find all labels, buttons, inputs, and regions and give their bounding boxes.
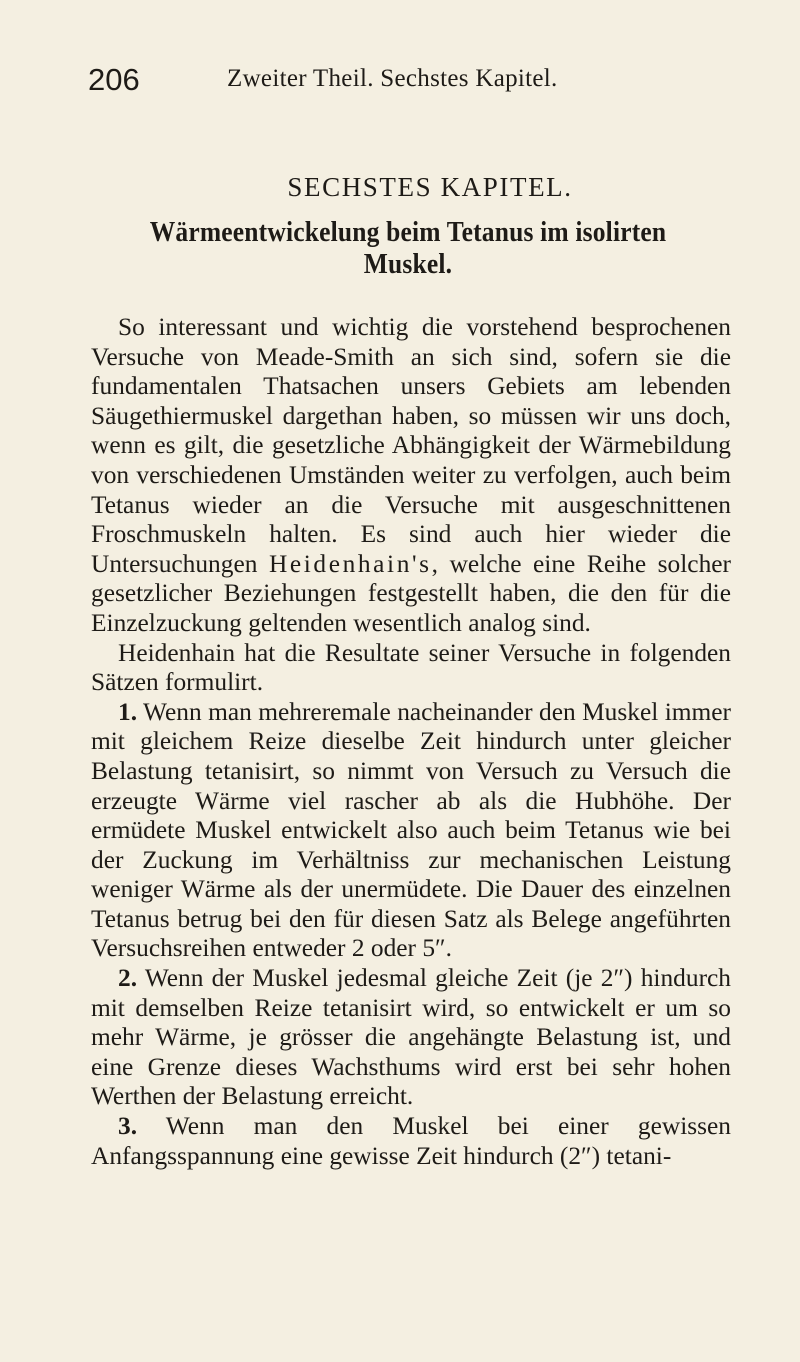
list-number-2: 2. (118, 964, 138, 993)
chapter-label: SECHSTES KAPITEL. (287, 172, 573, 202)
paragraph-3 (91, 698, 731, 964)
paragraph-5 (91, 1112, 731, 1171)
paragraph-3-text: Wenn man mehreremale nacheinander den Muskel immer mit gleichem Reize dieselbe Zeit hindurch unter gleicher Belastung tetanisirt, so nimmt von Versuch zu Versuch die erzeugte Wärme viel rascher ab als die Hubhöhe. Der ermüdete Muskel entwickelt also auch beim Tetanus wie bei der Zuckung im Verhältniss zur mechanischen Leistung weniger Wärme als der unermüdete. Die Dauer des einzelnen Tetanus betrug bei den für diesen Satz als Belege angeführten Versuchsreihen entweder 2 oder 5″. (91, 697, 732, 963)
paragraph-4 (91, 964, 731, 1112)
running-head (88, 62, 728, 102)
paragraph-5-text: Wenn man den Muskel bei einer gewissen Anfangsspannung eine gewisse Zeit hindurch (2″) tetani- (91, 1112, 731, 1170)
list-number-1: 1. (118, 697, 138, 726)
running-title: Zweiter Theil. Sechstes Kapitel. (227, 65, 558, 92)
chapter-title: Wärmeentwickelung beim Tetanus im isolirten Muskel. (149, 216, 667, 280)
paragraph-2: Heidenhain hat die Resultate seiner Versuche in folgenden Sätzen formulirt. (91, 638, 731, 697)
paragraph-1 (91, 313, 731, 639)
list-number-3: 3. (118, 1112, 138, 1141)
paragraph-4-text: Wenn der Muskel jedesmal gleiche Zeit (je 2″) hindurch mit demselben Reize tetanisirt wird, so entwickelt er um so mehr Wärme, je grösser die angehängte Belastung ist, und eine Grenze dieses Wachsthums wird erst bei sehr hohen Werthen der Belastung erreicht. (91, 964, 731, 1111)
page-number: 206 (88, 62, 140, 97)
paragraph-1-text-a: So interessant und wichtig die vorstehend besprochenen Versuche von Meade-Smith an sich sind, sofern sie die fundamentalen Thatsachen unsers Gebiets am lebenden Säugethiermuskel dargethan haben, so müssen wir uns doch, wenn es gilt, die gesetzliche Abhängigkeit der Wärmebildung von verschiedenen Umständen weiter zu verfolgen, auch beim Tetanus wieder an die Versuche mit ausgeschnittenen Froschmuskeln halten. Es sind auch hier wieder die Untersuchungen (91, 313, 731, 578)
author-name-spaced: Heidenhain's (268, 549, 432, 578)
paragraph-1-text-b: , welche eine Reihe solcher gesetzlicher Beziehungen festgestellt haben, die den für die Einzelzuckung geltenden wesentlich analog sind. (91, 549, 731, 637)
body-text (91, 313, 731, 1171)
